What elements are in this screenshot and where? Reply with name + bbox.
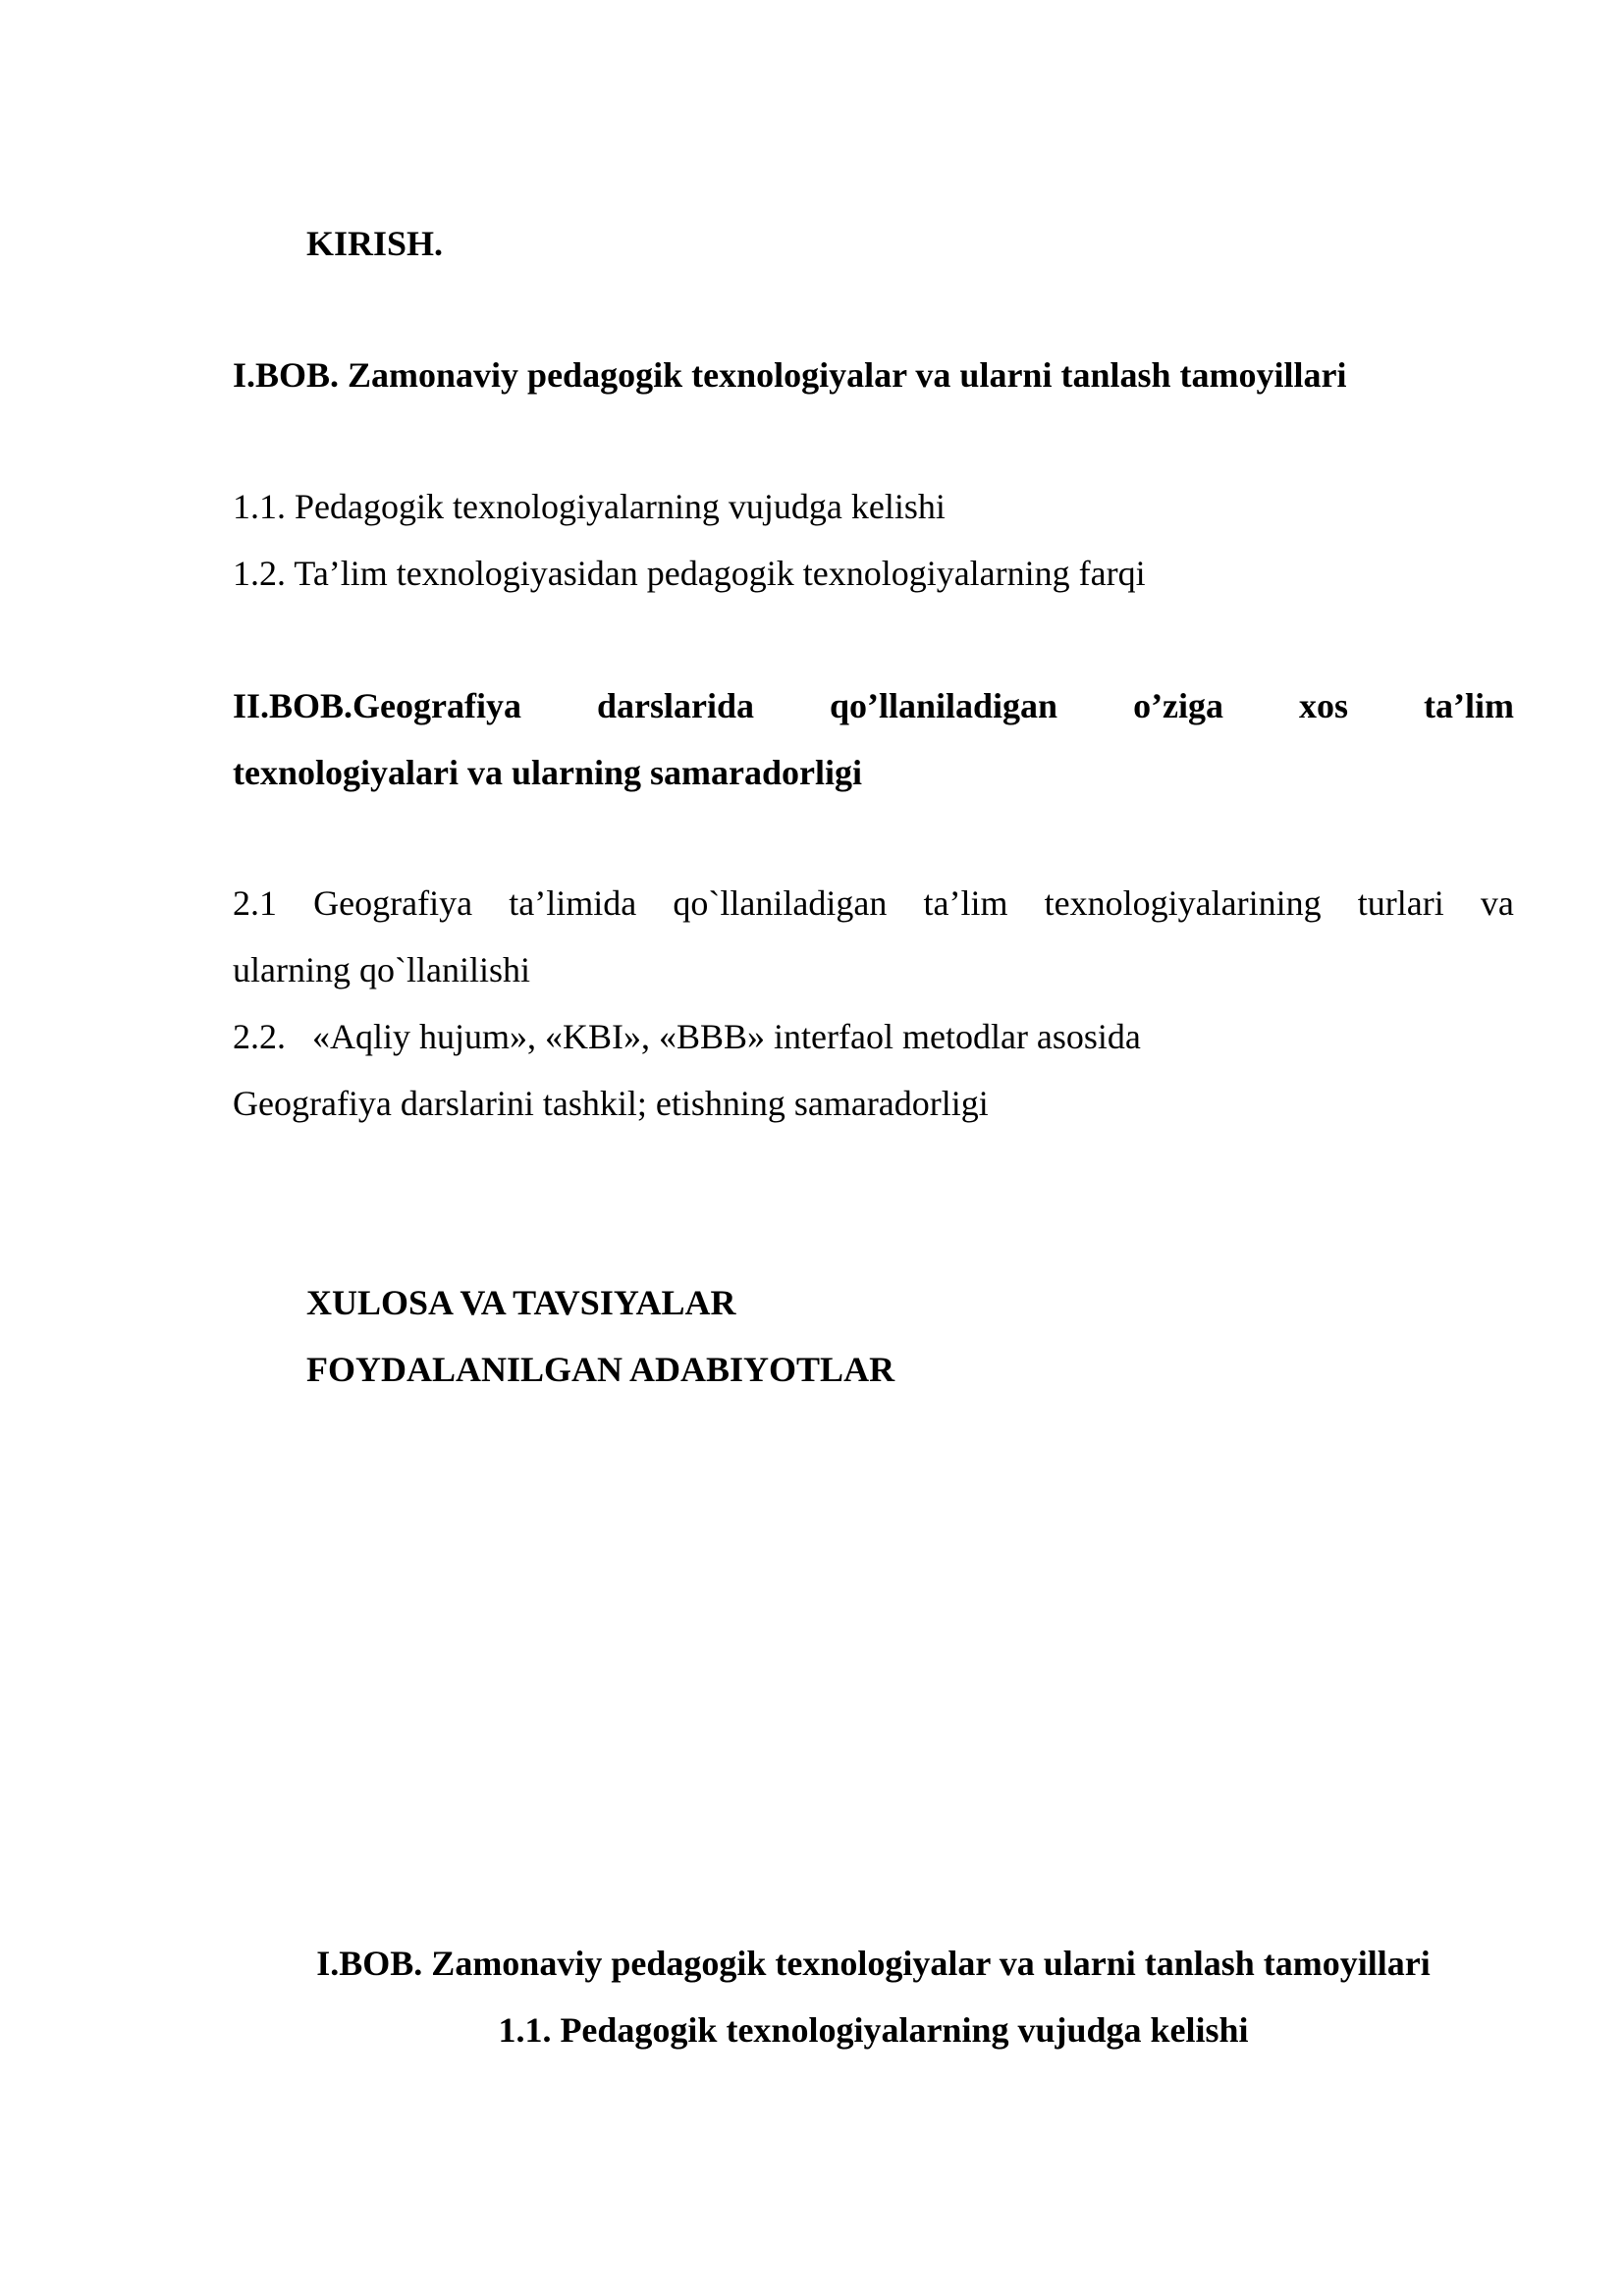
section-heading: 1.1. Pedagogik texnologiyalarning vujudga kelishi	[498, 2010, 1249, 2050]
toc-section-2-1-word: va	[1480, 883, 1514, 923]
toc-chapter2-word: o’ziga	[1133, 686, 1224, 725]
toc-chapter2-word: qo’llaniladigan	[829, 686, 1058, 725]
toc-section-2-1-word: ta’lim	[923, 883, 1008, 923]
toc-references: FOYDALANILGAN ADABIYOTLAR	[306, 1350, 895, 1389]
toc-section-2-1-line2: ularning qo`llanilishi	[233, 950, 530, 989]
toc-section-2-1-word: Geografiya	[313, 883, 473, 923]
toc-chapter2-word: xos	[1299, 686, 1349, 725]
toc-section-2-1-line1	[233, 881, 1514, 925]
toc-chapter1-title: I.BOB. Zamonaviy pedagogik texnologiyalar va ularni tanlash tamoyillari	[233, 355, 1347, 395]
toc-section-2-1-word: 2.1	[233, 883, 277, 923]
toc-chapter2-title-line2: texnologiyalari va ularning samaradorligi	[233, 753, 863, 792]
toc-section-2-2-line1: 2.2. «Aqliy hujum», «KBI», «BBB» interfaol metodlar asosida	[233, 1017, 1141, 1056]
toc-section-2-1-word: ta’limida	[509, 883, 637, 923]
toc-chapter2-title-line1	[233, 684, 1514, 727]
toc-chapter2-word: ta’lim	[1424, 686, 1514, 725]
toc-chapter2-word: darslarida	[596, 686, 754, 725]
toc-intro: KIRISH.	[306, 224, 444, 263]
toc-section-1-1: 1.1. Pedagogik texnologiyalarning vujudga kelishi	[233, 487, 946, 526]
toc-section-1-2: 1.2. Ta’lim texnologiyasidan pedagogik texnologiyalarning farqi	[233, 554, 1146, 593]
toc-section-2-1-word: texnologiyalarining	[1044, 883, 1322, 923]
toc-conclusion: XULOSA VA TAVSIYALAR	[306, 1283, 736, 1322]
toc-chapter2-word: II.BOB.Geografiya	[233, 686, 521, 725]
toc-section-2-1-word: qo`llaniladigan	[673, 883, 888, 923]
chapter-heading: I.BOB. Zamonaviy pedagogik texnologiyalar va ularni tanlash tamoyillari	[316, 1944, 1431, 1983]
toc-section-2-1-word: turlari	[1357, 883, 1444, 923]
toc-section-2-2-line2: Geografiya darslarini tashkil; etishning samaradorligi	[233, 1084, 989, 1123]
